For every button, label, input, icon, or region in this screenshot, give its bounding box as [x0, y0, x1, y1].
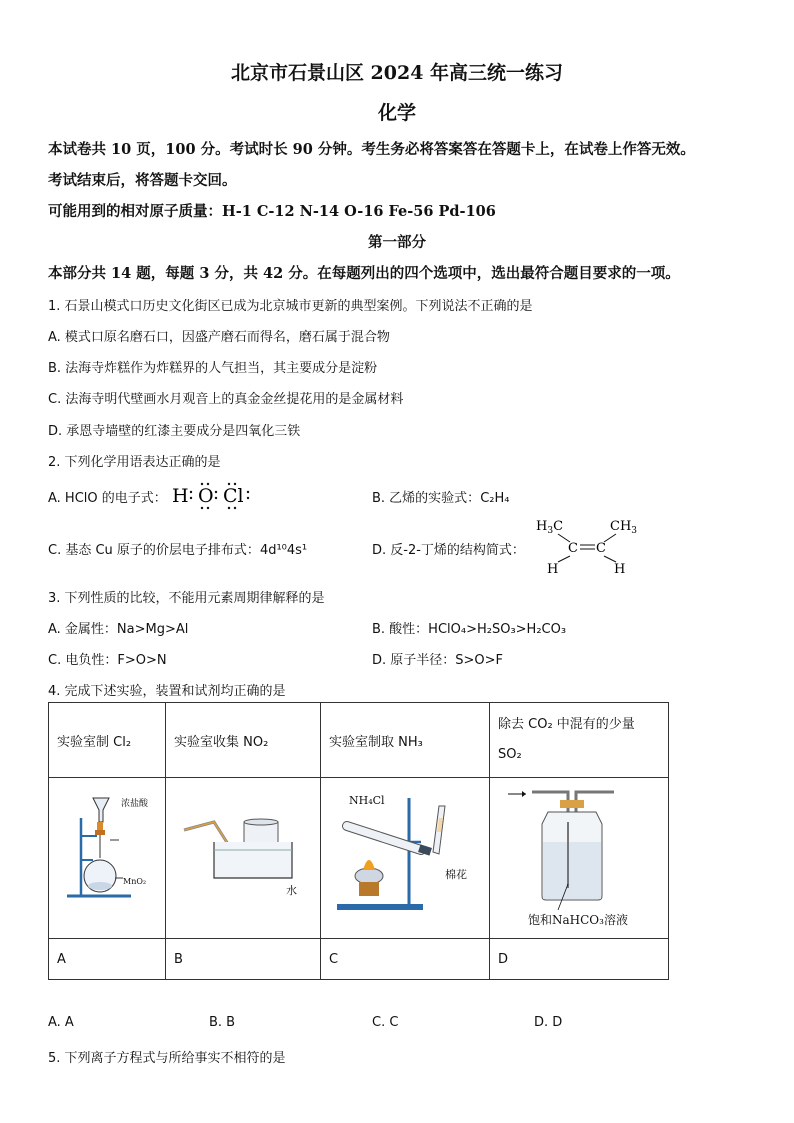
q2-option-b-formula: C₂H₄	[480, 491, 510, 506]
svg-text:C: C	[568, 541, 578, 556]
reagent-nh4cl: NH₄Cl	[349, 794, 385, 807]
q1-option-b: B. 法海寺炸糕作为炸糕界的人气担当，其主要成分是淀粉	[48, 361, 378, 376]
svg-text:H3C: $H_3C$	[536, 519, 564, 536]
q4-apparatus-d	[490, 778, 669, 939]
q3-option-c: C. 电负性：F>O>N	[48, 653, 167, 668]
q2-option-d-label: D. 反-2-丁烯的结构简式：	[372, 543, 525, 558]
reagent-nahco3: 饱和NaHCO₃溶液	[528, 913, 628, 927]
q1-stem: 1. 石景山模式口历史文化街区已成为北京城市更新的典型案例。下列说法不正确的是	[48, 299, 533, 314]
reagent-conc-hcl: 浓盐酸	[121, 799, 149, 809]
q2-option-b-label: B. 乙烯的实验式：	[372, 491, 481, 506]
q1-option-c: C. 法海寺明代壁画水月观音上的真金金丝提花用的是金属材料	[48, 392, 404, 407]
svg-text:H: H	[547, 562, 559, 576]
q4-apparatus-a	[49, 778, 166, 939]
q2-option-c-config: 4d¹⁰4s¹	[259, 543, 308, 558]
trans-2-butene-structure	[530, 514, 650, 576]
q4-label-d: D	[490, 939, 669, 980]
instructions-line-1: 本试卷共 10 页，100 分。考试时长 90 分钟。考生务必将答案答在答题卡上，在试卷上作答无效。	[48, 141, 695, 158]
instructions-line-2: 考试结束后，将答题卡交回。	[48, 172, 237, 189]
svg-text:CH3: $CH_3$	[610, 519, 638, 536]
nh3-preparation-diagram	[329, 778, 481, 934]
subject-title: 化学	[377, 102, 416, 124]
q5-stem: 5. 下列离子方程式与所给事实不相符的是	[48, 1051, 286, 1066]
q2-option-d	[372, 539, 525, 558]
q4-label-a: A	[49, 939, 166, 980]
q1-option-d: D. 承恩寺墙壁的红漆主要成分是四氧化三铁	[48, 424, 301, 439]
no2-collection-diagram	[174, 778, 312, 934]
q2-option-c	[48, 539, 307, 558]
svg-text:H: H	[614, 562, 626, 576]
exam-title: 北京市石景山区 2024 年高三统一练习	[230, 62, 564, 84]
q4-experiment-table	[48, 702, 669, 980]
cl2-generator-diagram	[57, 778, 157, 934]
reagent-water: 水	[286, 884, 297, 897]
svg-text:C: C	[596, 541, 606, 556]
part-description: 本部分共 14 题，每题 3 分，共 42 分。在每题列出的四个选项中，选出最符合题目要求的一项。	[48, 265, 680, 282]
q4-stem: 4. 完成下述实验，装置和试剂均正确的是	[48, 684, 286, 699]
part-title: 第一部分	[368, 234, 426, 251]
q4-option-d: D. D	[534, 1015, 563, 1030]
q4-apparatus-c	[321, 778, 490, 939]
q3-option-a: A. 金属性：Na>Mg>Al	[48, 622, 189, 637]
q2-option-a-label: A. HClO 的电子式：	[48, 491, 167, 506]
gas-washing-bottle-diagram	[498, 778, 660, 934]
q1-option-a: A. 模式口原名磨石口，因盛产磨石而得名，磨石属于混合物	[48, 330, 390, 345]
svg-text:O: O	[198, 485, 214, 507]
q2-option-a	[48, 487, 167, 506]
svg-text:Cl: Cl	[223, 485, 244, 507]
reagent-mno2: MnO₂	[123, 877, 147, 886]
q3-option-b: B. 酸性：HClO₄>H₂SO₃>H₂CO₃	[372, 622, 567, 637]
q2-stem: 2. 下列化学用语表达正确的是	[48, 455, 221, 470]
q4-option-c: C. C	[372, 1015, 399, 1030]
q2-option-b	[372, 487, 509, 506]
q4-header-c: 实验室制取 NH₃	[321, 703, 490, 778]
reagent-cotton: 棉花	[445, 868, 467, 881]
q4-label-c: C	[321, 939, 490, 980]
atomic-masses: 可能用到的相对原子质量：H-1 C-12 N-14 O-16 Fe-56 Pd-106	[48, 203, 496, 220]
q2-option-c-label: C. 基态 Cu 原子的价层电子排布式：	[48, 543, 260, 558]
svg-text:H: H	[172, 485, 189, 507]
q4-header-a: 实验室制 Cl₂	[49, 703, 166, 778]
q4-option-b: B. B	[209, 1015, 236, 1030]
q4-option-a: A. A	[48, 1015, 74, 1030]
q4-header-d: 除去 CO₂ 中混有的少量 SO₂	[490, 703, 669, 778]
q4-label-b: B	[166, 939, 321, 980]
q4-apparatus-b	[166, 778, 321, 939]
hclo-electron-formula	[168, 478, 258, 512]
q3-stem: 3. 下列性质的比较，不能用元素周期律解释的是	[48, 591, 325, 606]
q4-header-b: 实验室收集 NO₂	[166, 703, 321, 778]
q3-option-d: D. 原子半径：S>O>F	[372, 653, 504, 668]
